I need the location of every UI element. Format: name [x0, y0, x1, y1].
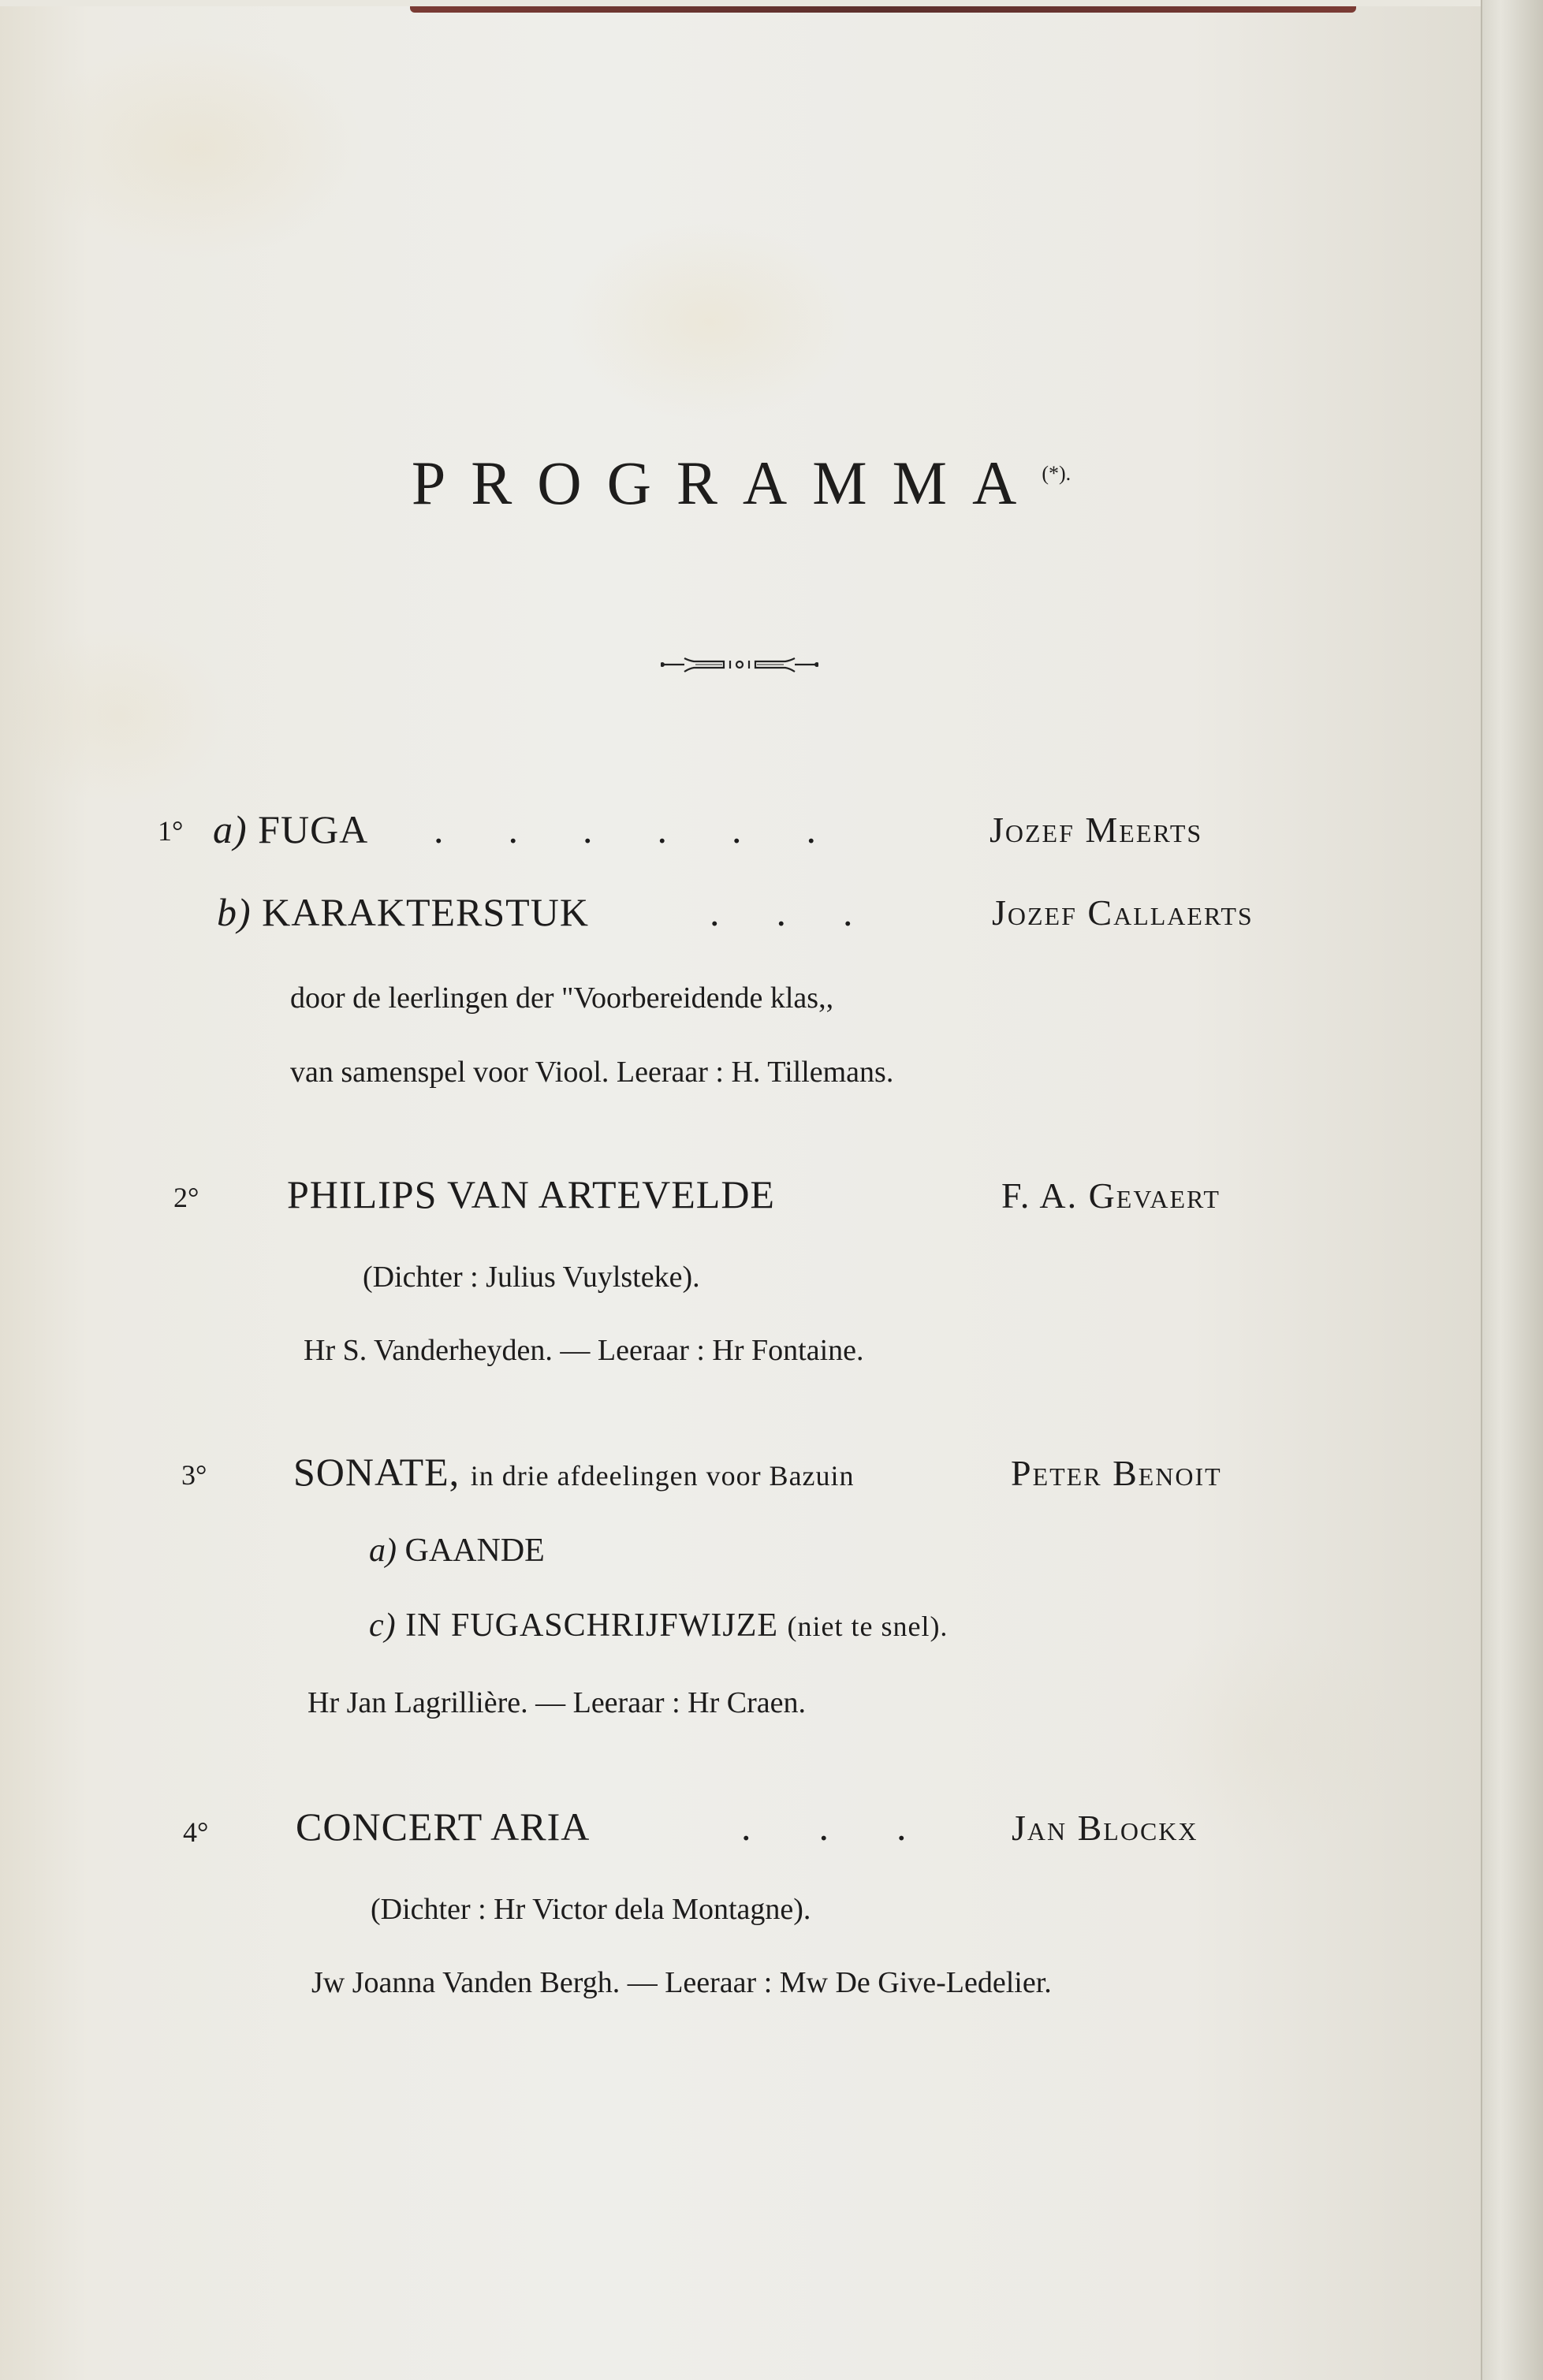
- item-number: 2°: [173, 1182, 199, 1213]
- part-label: a): [369, 1533, 397, 1569]
- part-label: a): [213, 807, 248, 851]
- piece-description: in drie afdeelingen voor Bazuin: [470, 1460, 855, 1492]
- movement-line: [369, 1532, 545, 1570]
- book-edge-right: [1481, 0, 1543, 2380]
- poet-note: (Dichter : Julius Vuylsteke).: [363, 1261, 700, 1294]
- movement-title: IN FUGASCHRIJFWIJZE: [405, 1607, 778, 1644]
- composer-name: F. A. Gevaert: [1001, 1175, 1221, 1216]
- page: [0, 6, 1482, 2380]
- part-label: c): [369, 1607, 397, 1644]
- page-title: [0, 448, 1482, 519]
- performer-note: Hr S. Vanderheyden. — Leeraar : Hr Fontaine.: [304, 1334, 864, 1367]
- dot-leader: ...: [741, 1805, 975, 1849]
- title-footnote-marker: (*).: [1042, 462, 1072, 485]
- piece-title: PHILIPS VAN ARTEVELDE: [287, 1172, 775, 1216]
- piece-title: CONCERT ARIA: [296, 1805, 591, 1849]
- item-number: 4°: [183, 1816, 209, 1848]
- movement-line: [369, 1607, 948, 1644]
- composer-name: Jozef Callaerts: [992, 892, 1254, 933]
- title-text: PROGRAMMA: [411, 449, 1042, 517]
- piece-line: [293, 1449, 855, 1495]
- piece-line: [217, 889, 589, 935]
- performer-note: door de leerlingen der "Voorbereidende klas,,: [290, 981, 834, 1015]
- tempo-note: (niet te snel).: [787, 1611, 949, 1642]
- piece-title: FUGA: [258, 807, 369, 851]
- poet-note: (Dichter : Hr Victor dela Montagne).: [371, 1893, 811, 1926]
- piece-title: SONATE,: [293, 1450, 460, 1494]
- item-number: 3°: [181, 1459, 207, 1491]
- movement-title: GAANDE: [404, 1533, 545, 1569]
- item-number: 1°: [158, 815, 184, 847]
- ornament-divider-icon: [661, 654, 818, 675]
- part-label: b): [217, 890, 252, 934]
- piece-title: KARAKTERSTUK: [262, 890, 589, 934]
- dot-leader: ......: [434, 807, 881, 851]
- dot-leader: ...: [710, 890, 910, 934]
- composer-name: Jan Blockx: [1012, 1808, 1198, 1848]
- book-edge-top: [410, 6, 1356, 13]
- teacher-note: van samenspel voor Viool. Leeraar : H. Tillemans.: [290, 1056, 894, 1089]
- composer-name: Jozef Meerts: [990, 810, 1203, 850]
- piece-line: [213, 806, 368, 852]
- composer-name: Peter Benoit: [1011, 1453, 1222, 1493]
- performer-note: Hr Jan Lagrillière. — Leeraar : Hr Craen.: [307, 1686, 806, 1719]
- performer-note: Jw Joanna Vanden Bergh. — Leeraar : Mw De Give-Ledelier.: [311, 1966, 1052, 1999]
